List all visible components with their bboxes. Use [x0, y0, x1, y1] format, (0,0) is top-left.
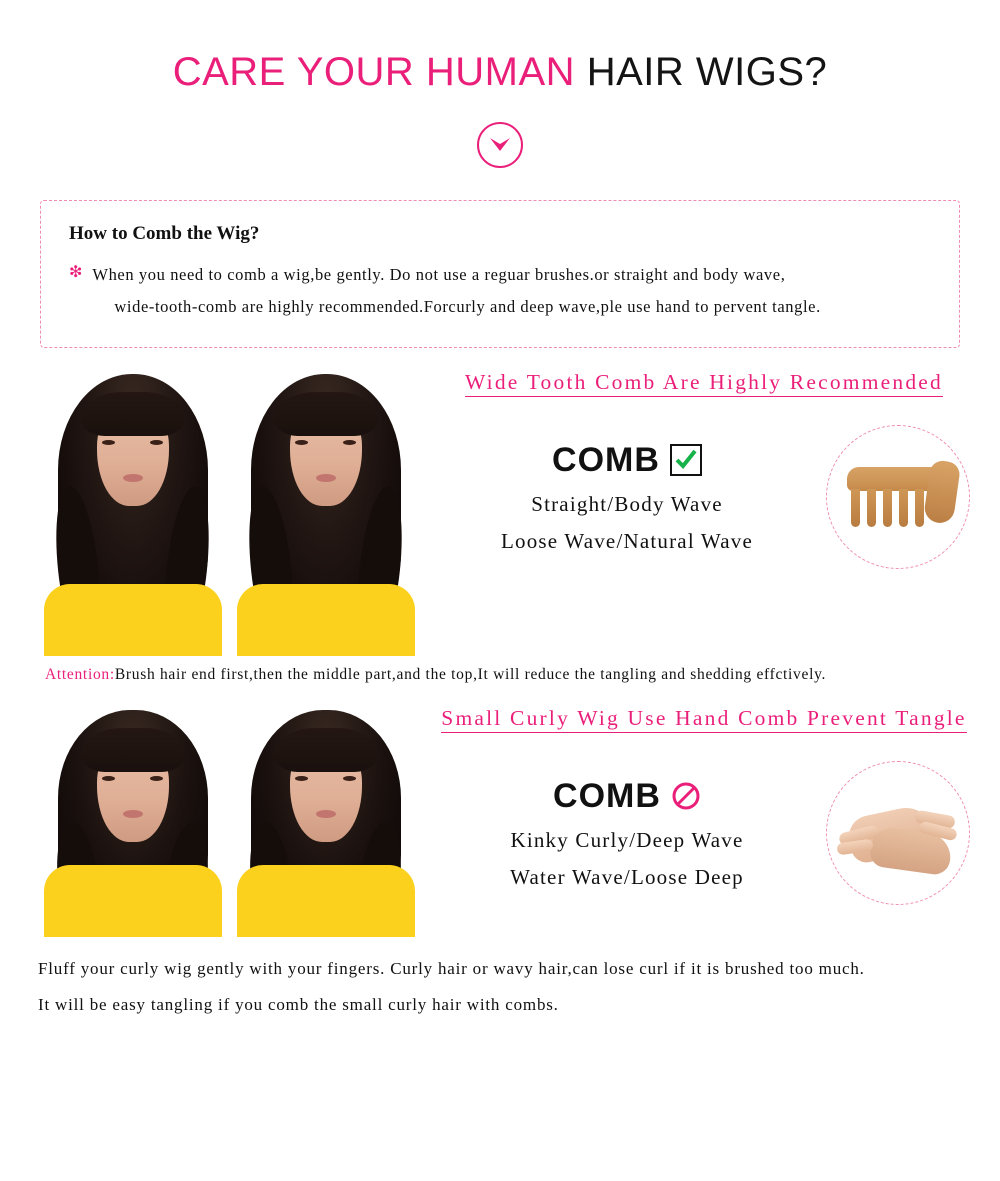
attention-label: Attention:	[45, 666, 115, 684]
note-line-2: wide-tooth-comb are highly recommended.Forcurly and deep wave,ple use hand to pervent tangle.	[114, 297, 821, 317]
section-wide-tooth-comb	[0, 366, 1000, 656]
page-title	[0, 0, 1000, 92]
wooden-comb-image	[826, 425, 970, 569]
wide-tooth-comb-icon	[843, 457, 953, 537]
section1-line-2: Loose Wave/Natural Wave	[500, 528, 754, 553]
page-title-pink: CARE YOUR HUMAN	[172, 50, 576, 94]
check-mark-icon	[670, 444, 702, 476]
chevron-down-icon	[477, 122, 523, 168]
section2-line-1: Kinky Curly/Deep Wave	[510, 827, 744, 852]
note-text	[92, 259, 931, 323]
section2-content	[418, 702, 970, 905]
attention-note	[0, 656, 1000, 684]
body-wave-wig-front-photo	[40, 366, 225, 656]
note-title: How to Comb the Wig?	[69, 223, 260, 244]
page-title-dark: HAIR WIGS?	[575, 50, 828, 94]
curly-wig-side-photo	[233, 702, 418, 937]
section1-text-block	[438, 441, 826, 554]
section2-photos	[40, 702, 418, 937]
scroll-indicator	[0, 122, 1000, 168]
attention-text: Brush hair end first,then the middle part,and the top,It will reduce the tangling and shedding effctively.	[114, 666, 827, 684]
section2-text-block	[438, 777, 826, 890]
hands-fluffing-icon	[833, 783, 963, 883]
how-to-comb-note	[40, 200, 960, 348]
section2-line-2: Water Wave/Loose Deep	[510, 864, 744, 889]
flower-bullet-icon: ❇	[69, 264, 83, 281]
footer-line-2: It will be easy tangling if you comb the small curly hair with combs.	[38, 995, 559, 1015]
section2-banner: Small Curly Wig Use Hand Comb Prevent Tangle	[438, 706, 970, 731]
curly-wig-front-photo	[40, 702, 225, 937]
section1-line-1: Straight/Body Wave	[531, 491, 723, 516]
footer-note	[0, 937, 1000, 1022]
section2-comb-title: COMB	[438, 777, 816, 816]
footer-line-1: Fluff your curly wig gently with your fingers. Curly hair or wavy hair,can lose curl if it is brushed too much.	[38, 959, 865, 979]
prohibited-mark-icon	[671, 781, 701, 811]
note-line-1: When you need to comb a wig,be gently. Do not use a reguar brushes.or straight and body wave,	[92, 265, 786, 284]
body-wave-wig-side-photo	[233, 366, 418, 656]
section1-comb-title: COMB	[438, 441, 816, 480]
hands-image	[826, 761, 970, 905]
section1-content	[418, 366, 970, 569]
section1-banner: Wide Tooth Comb Are Highly Recommended	[438, 370, 970, 395]
section1-photos	[40, 366, 418, 656]
section-hand-comb	[0, 702, 1000, 937]
